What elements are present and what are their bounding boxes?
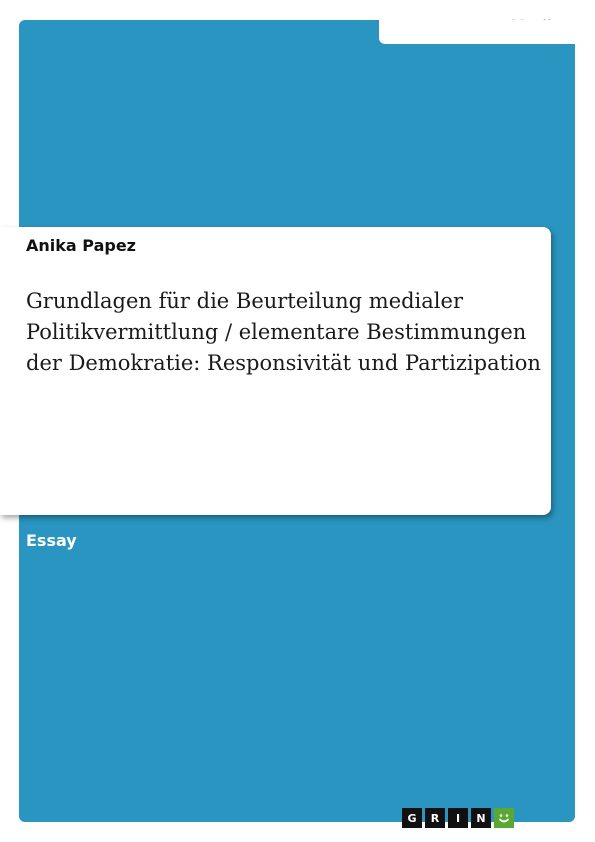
logo-letter: G [402,808,422,828]
book-title: Grundlagen für die Beurteilung medialer Politikvermittlung / elementare Bestimmungen der Demokratie: Responsivität und Partizipation [26,289,541,375]
cover-notch [379,20,579,44]
smile-glyph [497,811,511,825]
document-type-label: Essay [26,531,77,550]
logo-letter: R [425,808,445,828]
logo-letter: N [471,808,491,828]
grin-logo [402,808,514,828]
smile-icon [494,808,514,828]
author-name: Anika Papez [26,236,136,255]
logo-letter: I [448,808,468,828]
